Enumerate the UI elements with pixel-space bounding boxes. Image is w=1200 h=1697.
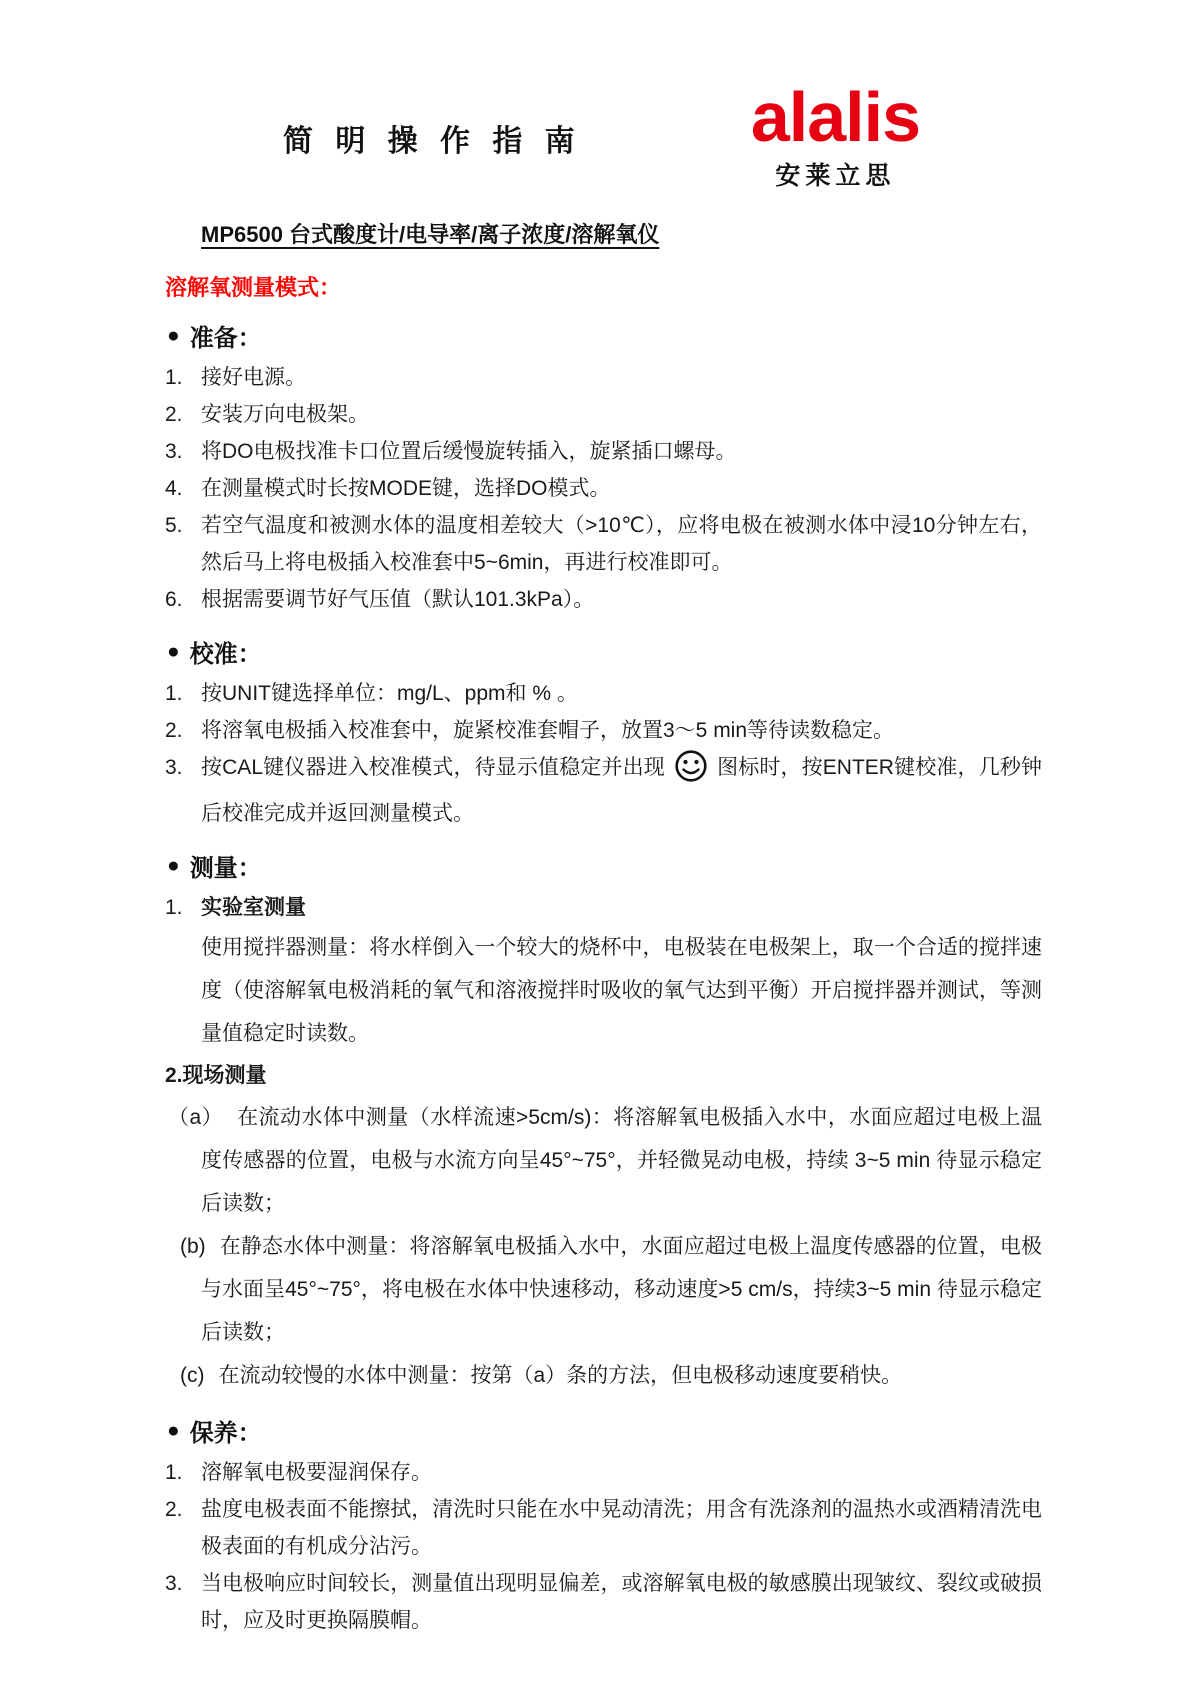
product-title: MP6500 台式酸度计/电导率/离子浓度/溶解氧仪 bbox=[201, 222, 660, 247]
list-item bbox=[165, 470, 1042, 507]
list-item bbox=[165, 675, 1042, 712]
section-calibration bbox=[165, 634, 1042, 832]
lab-measurement-label-row bbox=[165, 889, 1042, 926]
brand-name-cn: 安莱立思 bbox=[775, 162, 896, 190]
item-text: 盐度电极表面不能擦拭，清洗时只能在水中晃动清洗；用含有洗涤剂的温热水或酒精清洗电极表面的有机成分沾污。 bbox=[201, 1498, 1042, 1558]
item-text: 当电极响应时间较长，测量值出现明显偏差，或溶解氧电极的敏感膜出现皱纹、裂纹或破损时，应及时更换隔膜帽。 bbox=[201, 1572, 1042, 1632]
brand-logo: alalis bbox=[750, 78, 920, 156]
item-text: 在流动较慢的水体中测量：按第（a）条的方法，但电极移动速度要稍快。 bbox=[218, 1364, 903, 1387]
item-text: 若空气温度和被测水体的温度相差较大（>10℃），应将电极在被测水体中浸10分钟左右，然后马上将电极插入校准套中5~6min，再进行校准即可。 bbox=[201, 514, 1042, 574]
mode-heading: 溶解氧测量模式： bbox=[165, 275, 342, 300]
bullet-icon: ● bbox=[167, 854, 180, 877]
item-number: 1. bbox=[165, 1461, 183, 1484]
section-heading-label: 保养： bbox=[189, 1420, 262, 1447]
item-number: 2. bbox=[165, 719, 183, 742]
list-item bbox=[165, 1491, 1042, 1565]
bullet-icon: ● bbox=[167, 324, 180, 347]
item-number: （a） bbox=[168, 1106, 224, 1129]
field-measurement-label: 2.现场测量 bbox=[165, 1064, 267, 1087]
item-text-after-icon: 图标时，按ENTER键校准，几秒钟后校准完成并返回测量模式。 bbox=[201, 756, 1042, 825]
list-item bbox=[165, 396, 1042, 433]
section-heading-label: 校准： bbox=[189, 641, 262, 668]
list-item bbox=[165, 433, 1042, 470]
section-maintenance bbox=[165, 1413, 1042, 1639]
item-number: 1. bbox=[165, 682, 183, 705]
item-number: 1. bbox=[165, 366, 183, 389]
item-number: 3. bbox=[165, 1572, 183, 1595]
item-number: (b) bbox=[180, 1235, 206, 1258]
item-text: 溶解氧电极要湿润保存。 bbox=[201, 1461, 432, 1484]
item-text: 在流动水体中测量（水样流速>5cm/s)：将溶解氧电极插入水中，水面应超过电极上温度传感器的位置，电极与水流方向呈45°~75°，并轻微晃动电极，持续 3~5 min 待显示稳定后读数； bbox=[201, 1106, 1042, 1215]
list-item bbox=[165, 712, 1042, 749]
list-item bbox=[165, 581, 1042, 618]
item-text: 安装万向电极架。 bbox=[201, 403, 369, 426]
section-heading-label: 测量： bbox=[189, 855, 262, 882]
list-item bbox=[165, 507, 1042, 581]
item-number: (c) bbox=[180, 1364, 205, 1387]
item-text: 接好电源。 bbox=[201, 366, 306, 389]
item-text: 将溶氧电极插入校准套中，旋紧校准套帽子，放置3～5 min等待读数稳定。 bbox=[201, 719, 895, 742]
header bbox=[165, 78, 1042, 192]
field-item-b bbox=[180, 1225, 1042, 1354]
section-heading-preparation bbox=[167, 318, 1042, 353]
item-number: 4. bbox=[165, 477, 183, 500]
item-number: 1. bbox=[165, 896, 183, 919]
smiley-icon bbox=[674, 749, 708, 795]
item-number: 6. bbox=[165, 588, 183, 611]
section-heading-maintenance bbox=[167, 1413, 1042, 1448]
item-text bbox=[201, 749, 1042, 832]
field-item-a bbox=[168, 1096, 1042, 1225]
item-text: 按UNIT键选择单位：mg/L、ppm和 % 。 bbox=[201, 682, 578, 705]
lab-measurement-body: 使用搅拌器测量：将水样倒入一个较大的烧杯中，电极装在电极架上，取一个合适的搅拌速度（使溶解氧电极消耗的氧气和溶液搅拌时吸收的氧气达到平衡）开启搅拌器并测试，等测量值稳定时读数。 bbox=[201, 936, 1042, 1045]
document-title: 简 明 操 作 指 南 bbox=[283, 125, 582, 158]
item-number: 2. bbox=[165, 1498, 183, 1521]
item-number: 3. bbox=[165, 440, 183, 463]
list-item bbox=[165, 359, 1042, 396]
list-item bbox=[165, 749, 1042, 832]
list-item bbox=[165, 1454, 1042, 1491]
section-heading-calibration bbox=[167, 634, 1042, 669]
item-text-before-icon: 按CAL键仪器进入校准模式，待显示值稳定并出现 bbox=[201, 756, 665, 779]
item-number: 2. bbox=[165, 403, 183, 426]
section-preparation bbox=[165, 318, 1042, 618]
item-text: 根据需要调节好气压值（默认101.3kPa）。 bbox=[201, 588, 595, 611]
item-number: 3. bbox=[165, 756, 183, 779]
bullet-icon: ● bbox=[167, 640, 180, 663]
bullet-icon: ● bbox=[167, 1419, 180, 1442]
section-measurement bbox=[165, 848, 1042, 1397]
brand-block bbox=[751, 78, 920, 192]
field-item-c bbox=[180, 1354, 1042, 1397]
item-number: 5. bbox=[165, 514, 183, 537]
section-heading-label: 准备： bbox=[189, 325, 262, 352]
lab-measurement-label: 实验室测量 bbox=[201, 896, 306, 919]
list-item bbox=[165, 1565, 1042, 1639]
item-text: 在测量模式时长按MODE键，选择DO模式。 bbox=[201, 477, 611, 500]
item-text: 在静态水体中测量：将溶解氧电极插入水中，水面应超过电极上温度传感器的位置，电极与水面呈45°~75°，将电极在水体中快速移动，移动速度>5 cm/s，持续3~5 min 待显示稳定后读数； bbox=[201, 1235, 1042, 1344]
section-heading-measurement bbox=[167, 848, 1042, 883]
item-text: 将DO电极找准卡口位置后缓慢旋转插入，旋紧插口螺母。 bbox=[201, 440, 737, 463]
